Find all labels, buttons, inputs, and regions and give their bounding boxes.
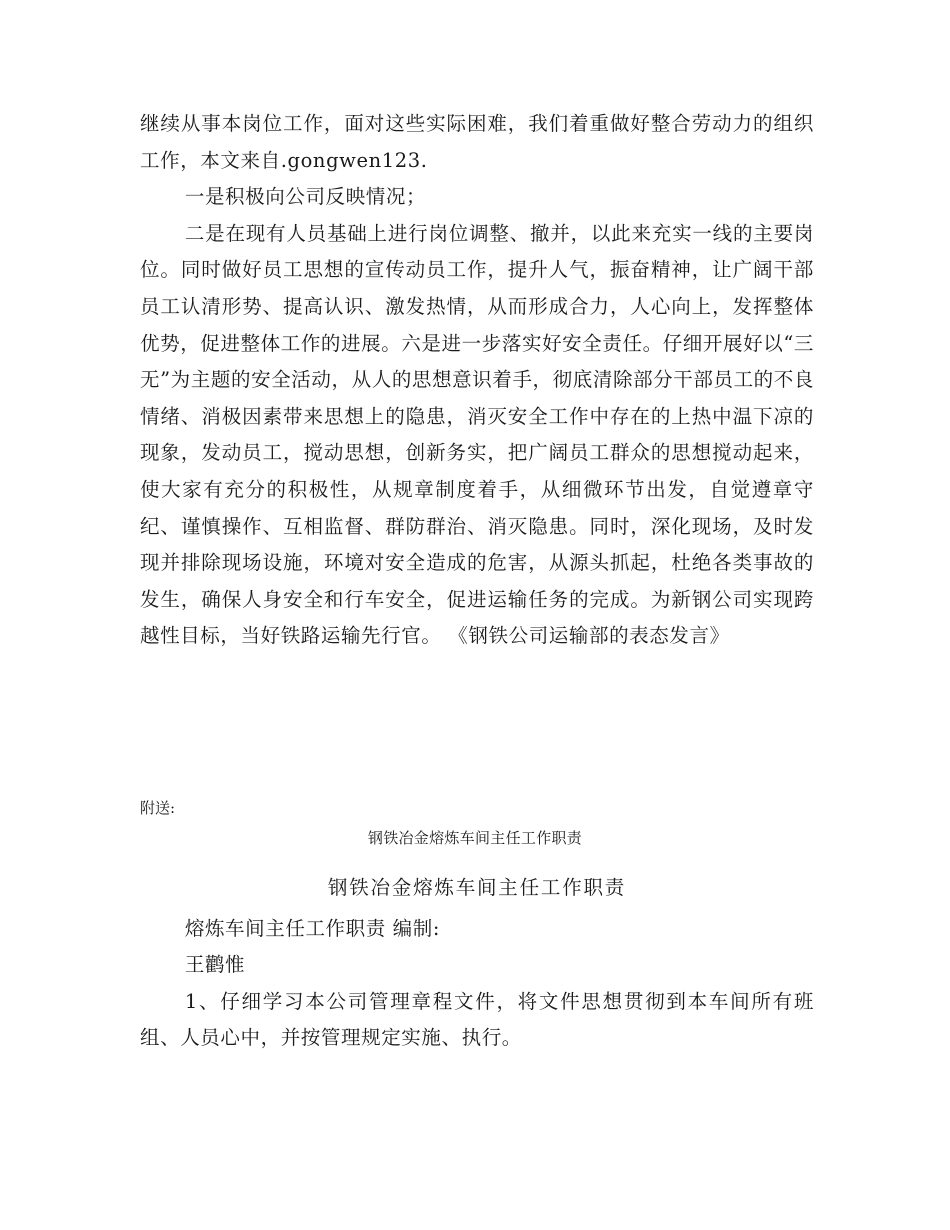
section-line-author-name: 王鹳惟 [184, 953, 246, 977]
section-line-author-heading: 熔炼车间主任工作职责 编制: [184, 916, 441, 940]
main-text-block [140, 106, 814, 655]
paragraph-continuation: 继续从事本岗位工作，面对这些实际困难，我们着重做好整合劳动力的组织工作，本文来自.gongwen123. [140, 112, 814, 172]
appendix-small-title: 钢铁冶金熔炼车间主任工作职责 [367, 829, 583, 847]
paragraph-item-one: 一是积极向公司反映情况； [184, 185, 427, 209]
appendix-section [140, 870, 814, 1057]
paragraph-item-two: 二是在现有人员基础上进行岗位调整、撤并，以此来充实一线的主要岗位。同时做好员工思想的宣传动员工作，提升人气，振奋精神，让广阔干部员工认清形势、提高认识、激发热情，从而形成合力，人心向上，发挥整体优势，促进整体工作的进展。六是进一步落实好安全责任。仔细开展好以“三无”为主题的安全活动，从人的思想意识着手，彻底清除部分干部员工的不良情绪、消极因素带来思想上的隐患，消灭安全工作中存在的上热中温下凉的现象，发动员工，搅动思想，创新务实，把广阔员工群众的思想搅动起来，使大家有充分的积极性，从规章制度着手，从细微环节出发，自觉遵章守纪、谨慎操作、互相监督、群防群治、消灭隐患。同时，深化现场，及时发现并排除现场设施，环境对安全造成的危害，从源头抓起，杜绝各类事故的发生，确保人身安全和行车安全，促进运输任务的完成。为新钢公司实现跨越性目标，当好铁路运输先行官。 《钢铁公司运输部的表态发言》 [140, 221, 814, 648]
section-item-one: 1、仔细学习本公司管理章程文件，将文件思想贯彻到本车间所有班组、人员心中，并按管理规定实施、执行。 [140, 989, 814, 1050]
section-title: 钢铁冶金熔炼车间主任工作职责 [327, 876, 627, 899]
appendix-label: 附送: [140, 799, 176, 817]
